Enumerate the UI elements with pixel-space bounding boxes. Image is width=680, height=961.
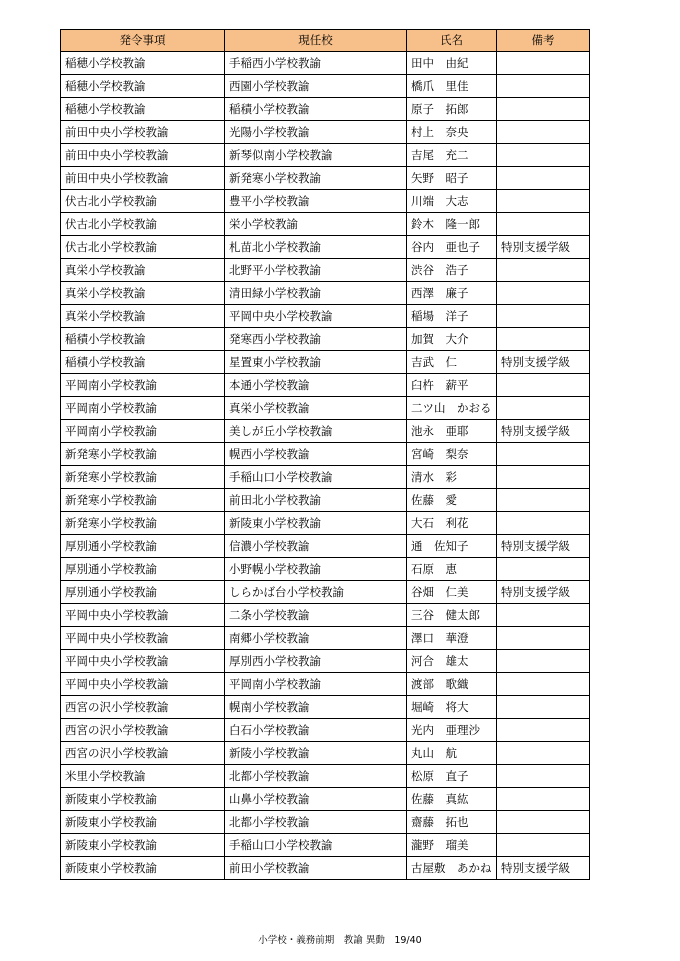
- cell-current-school: 稲積小学校教諭: [225, 98, 407, 121]
- cell-assignment: 厚別通小学校教諭: [61, 535, 225, 558]
- cell-current-school: 信濃小学校教諭: [225, 535, 407, 558]
- cell-name: 大石 利花: [407, 512, 497, 535]
- cell-name: 村上 奈央: [407, 121, 497, 144]
- cell-name: 光内 亜理沙: [407, 719, 497, 742]
- table-header-row: [61, 30, 590, 52]
- cell-assignment: 新陵東小学校教諭: [61, 834, 225, 857]
- table-row: [61, 190, 590, 213]
- cell-remarks: 特別支援学級: [497, 535, 590, 558]
- cell-name: 吉武 仁: [407, 351, 497, 374]
- cell-current-school: 発寒西小学校教諭: [225, 328, 407, 351]
- cell-remarks: [497, 305, 590, 328]
- cell-current-school: しらかば台小学校教諭: [225, 581, 407, 604]
- cell-assignment: 稲積小学校教諭: [61, 351, 225, 374]
- cell-remarks: 特別支援学級: [497, 581, 590, 604]
- cell-assignment: 前田中央小学校教諭: [61, 121, 225, 144]
- cell-assignment: 新発寒小学校教諭: [61, 512, 225, 535]
- cell-name: 橋爪 里佳: [407, 75, 497, 98]
- table-row: [61, 374, 590, 397]
- table-row: [61, 604, 590, 627]
- cell-name: 川端 大志: [407, 190, 497, 213]
- cell-current-school: 幌西小学校教諭: [225, 443, 407, 466]
- cell-name: 西澤 廉子: [407, 282, 497, 305]
- cell-name: 清水 彩: [407, 466, 497, 489]
- cell-remarks: [497, 788, 590, 811]
- cell-assignment: 西宮の沢小学校教諭: [61, 719, 225, 742]
- cell-assignment: 稲穂小学校教諭: [61, 52, 225, 75]
- cell-assignment: 伏古北小学校教諭: [61, 190, 225, 213]
- cell-remarks: 特別支援学級: [497, 351, 590, 374]
- cell-name: 原子 拓郎: [407, 98, 497, 121]
- cell-assignment: 稲穂小学校教諭: [61, 98, 225, 121]
- cell-current-school: 手稲西小学校教諭: [225, 52, 407, 75]
- table-body: [61, 52, 590, 880]
- cell-assignment: 平岡中央小学校教諭: [61, 604, 225, 627]
- table-row: [61, 98, 590, 121]
- cell-name: 渡部 歌織: [407, 673, 497, 696]
- cell-current-school: 北都小学校教諭: [225, 811, 407, 834]
- cell-name: 谷内 亜也子: [407, 236, 497, 259]
- cell-remarks: [497, 512, 590, 535]
- cell-remarks: [497, 489, 590, 512]
- cell-name: 齋藤 拓也: [407, 811, 497, 834]
- cell-assignment: 平岡中央小学校教諭: [61, 627, 225, 650]
- header-name: 氏名: [407, 30, 497, 52]
- table-row: [61, 489, 590, 512]
- table-row: [61, 236, 590, 259]
- cell-current-school: 北都小学校教諭: [225, 765, 407, 788]
- cell-remarks: [497, 742, 590, 765]
- cell-current-school: 二条小学校教諭: [225, 604, 407, 627]
- cell-remarks: [497, 650, 590, 673]
- table-header: [61, 30, 590, 52]
- cell-name: 鈴木 隆一郎: [407, 213, 497, 236]
- cell-assignment: 厚別通小学校教諭: [61, 581, 225, 604]
- cell-current-school: 手稲山口小学校教諭: [225, 834, 407, 857]
- cell-current-school: 星置東小学校教諭: [225, 351, 407, 374]
- page-footer: 小学校・義務前期 教諭 異動 19/40: [258, 935, 422, 946]
- cell-remarks: [497, 604, 590, 627]
- cell-remarks: 特別支援学級: [497, 857, 590, 880]
- cell-assignment: 伏古北小学校教諭: [61, 236, 225, 259]
- table-row: [61, 558, 590, 581]
- cell-current-school: 幌南小学校教諭: [225, 696, 407, 719]
- cell-current-school: 美しが丘小学校教諭: [225, 420, 407, 443]
- cell-assignment: 平岡南小学校教諭: [61, 397, 225, 420]
- cell-assignment: 稲積小学校教諭: [61, 328, 225, 351]
- cell-remarks: [497, 466, 590, 489]
- cell-name: 佐藤 愛: [407, 489, 497, 512]
- cell-current-school: 豊平小学校教諭: [225, 190, 407, 213]
- table-row: [61, 466, 590, 489]
- table-row: [61, 328, 590, 351]
- cell-assignment: 新発寒小学校教諭: [61, 466, 225, 489]
- cell-name: 通 佐知子: [407, 535, 497, 558]
- table-row: [61, 443, 590, 466]
- cell-name: 吉尾 充二: [407, 144, 497, 167]
- personnel-table: [60, 29, 590, 880]
- table-row: [61, 788, 590, 811]
- table-row: [61, 420, 590, 443]
- cell-assignment: 新陵東小学校教諭: [61, 857, 225, 880]
- cell-name: 二ツ山 かおる: [407, 397, 497, 420]
- table-row: [61, 765, 590, 788]
- table-row: [61, 650, 590, 673]
- cell-remarks: [497, 811, 590, 834]
- cell-remarks: [497, 98, 590, 121]
- cell-assignment: 米里小学校教諭: [61, 765, 225, 788]
- cell-name: 臼杵 薪平: [407, 374, 497, 397]
- table-row: [61, 351, 590, 374]
- cell-name: 石原 恵: [407, 558, 497, 581]
- cell-name: 古屋敷 あかね: [407, 857, 497, 880]
- cell-current-school: 手稲山口小学校教諭: [225, 466, 407, 489]
- cell-name: 佐藤 真紘: [407, 788, 497, 811]
- cell-current-school: 平岡中央小学校教諭: [225, 305, 407, 328]
- table-row: [61, 696, 590, 719]
- cell-name: 矢野 昭子: [407, 167, 497, 190]
- table-row: [61, 857, 590, 880]
- table-row: [61, 75, 590, 98]
- table-row: [61, 52, 590, 75]
- table-row: [61, 581, 590, 604]
- cell-remarks: [497, 673, 590, 696]
- cell-current-school: 新陵東小学校教諭: [225, 512, 407, 535]
- cell-assignment: 真栄小学校教諭: [61, 282, 225, 305]
- cell-current-school: 西園小学校教諭: [225, 75, 407, 98]
- cell-current-school: 清田緑小学校教諭: [225, 282, 407, 305]
- cell-remarks: [497, 167, 590, 190]
- table-row: [61, 535, 590, 558]
- cell-name: 松原 直子: [407, 765, 497, 788]
- cell-name: 田中 由紀: [407, 52, 497, 75]
- cell-remarks: [497, 834, 590, 857]
- cell-current-school: 平岡南小学校教諭: [225, 673, 407, 696]
- cell-remarks: [497, 52, 590, 75]
- header-current-school: 現任校: [225, 30, 407, 52]
- cell-current-school: 厚別西小学校教諭: [225, 650, 407, 673]
- cell-remarks: [497, 121, 590, 144]
- cell-assignment: 新発寒小学校教諭: [61, 443, 225, 466]
- cell-assignment: 新陵東小学校教諭: [61, 811, 225, 834]
- cell-remarks: [497, 144, 590, 167]
- cell-name: 丸山 航: [407, 742, 497, 765]
- cell-assignment: 伏古北小学校教諭: [61, 213, 225, 236]
- cell-name: 加賀 大介: [407, 328, 497, 351]
- cell-current-school: 札苗北小学校教諭: [225, 236, 407, 259]
- cell-current-school: 前田北小学校教諭: [225, 489, 407, 512]
- cell-assignment: 稲穂小学校教諭: [61, 75, 225, 98]
- cell-remarks: 特別支援学級: [497, 420, 590, 443]
- cell-assignment: 新発寒小学校教諭: [61, 489, 225, 512]
- table-row: [61, 811, 590, 834]
- cell-current-school: 栄小学校教諭: [225, 213, 407, 236]
- cell-assignment: 西宮の沢小学校教諭: [61, 742, 225, 765]
- table-row: [61, 673, 590, 696]
- cell-remarks: [497, 213, 590, 236]
- cell-remarks: 特別支援学級: [497, 236, 590, 259]
- cell-name: 池永 亜耶: [407, 420, 497, 443]
- header-assignment: 発令事項: [61, 30, 225, 52]
- table-row: [61, 512, 590, 535]
- cell-assignment: 平岡中央小学校教諭: [61, 650, 225, 673]
- table-row: [61, 742, 590, 765]
- cell-remarks: [497, 397, 590, 420]
- cell-current-school: 前田小学校教諭: [225, 857, 407, 880]
- cell-current-school: 小野幌小学校教諭: [225, 558, 407, 581]
- cell-assignment: 平岡南小学校教諭: [61, 374, 225, 397]
- cell-assignment: 前田中央小学校教諭: [61, 167, 225, 190]
- cell-remarks: [497, 75, 590, 98]
- cell-assignment: 新陵東小学校教諭: [61, 788, 225, 811]
- cell-remarks: [497, 190, 590, 213]
- table-row: [61, 144, 590, 167]
- cell-current-school: 白石小学校教諭: [225, 719, 407, 742]
- cell-current-school: 山鼻小学校教諭: [225, 788, 407, 811]
- cell-current-school: 北野平小学校教諭: [225, 259, 407, 282]
- cell-name: 澤口 華澄: [407, 627, 497, 650]
- table-row: [61, 397, 590, 420]
- cell-name: 堀崎 将大: [407, 696, 497, 719]
- cell-remarks: [497, 328, 590, 351]
- cell-remarks: [497, 374, 590, 397]
- table-row: [61, 213, 590, 236]
- cell-name: 渋谷 浩子: [407, 259, 497, 282]
- table-row: [61, 834, 590, 857]
- cell-current-school: 新陵小学校教諭: [225, 742, 407, 765]
- cell-assignment: 真栄小学校教諭: [61, 259, 225, 282]
- table-row: [61, 627, 590, 650]
- cell-assignment: 平岡南小学校教諭: [61, 420, 225, 443]
- table-row: [61, 167, 590, 190]
- cell-remarks: [497, 282, 590, 305]
- cell-current-school: 新琴似南小学校教諭: [225, 144, 407, 167]
- cell-assignment: 平岡中央小学校教諭: [61, 673, 225, 696]
- cell-name: 瀧野 瑠美: [407, 834, 497, 857]
- cell-name: 三谷 健太郎: [407, 604, 497, 627]
- table-row: [61, 259, 590, 282]
- cell-assignment: 厚別通小学校教諭: [61, 558, 225, 581]
- table-row: [61, 305, 590, 328]
- cell-remarks: [497, 259, 590, 282]
- cell-remarks: [497, 558, 590, 581]
- cell-remarks: [497, 627, 590, 650]
- cell-remarks: [497, 719, 590, 742]
- cell-current-school: 真栄小学校教諭: [225, 397, 407, 420]
- cell-assignment: 西宮の沢小学校教諭: [61, 696, 225, 719]
- header-remarks: 備考: [497, 30, 590, 52]
- cell-remarks: [497, 443, 590, 466]
- cell-current-school: 本通小学校教諭: [225, 374, 407, 397]
- cell-current-school: 光陽小学校教諭: [225, 121, 407, 144]
- cell-remarks: [497, 696, 590, 719]
- table-row: [61, 121, 590, 144]
- cell-name: 宮崎 梨奈: [407, 443, 497, 466]
- table-row: [61, 719, 590, 742]
- cell-name: 稲場 洋子: [407, 305, 497, 328]
- cell-assignment: 真栄小学校教諭: [61, 305, 225, 328]
- cell-remarks: [497, 765, 590, 788]
- cell-assignment: 前田中央小学校教諭: [61, 144, 225, 167]
- table-row: [61, 282, 590, 305]
- cell-name: 河合 雄太: [407, 650, 497, 673]
- cell-current-school: 新発寒小学校教諭: [225, 167, 407, 190]
- cell-name: 谷畑 仁美: [407, 581, 497, 604]
- cell-current-school: 南郷小学校教諭: [225, 627, 407, 650]
